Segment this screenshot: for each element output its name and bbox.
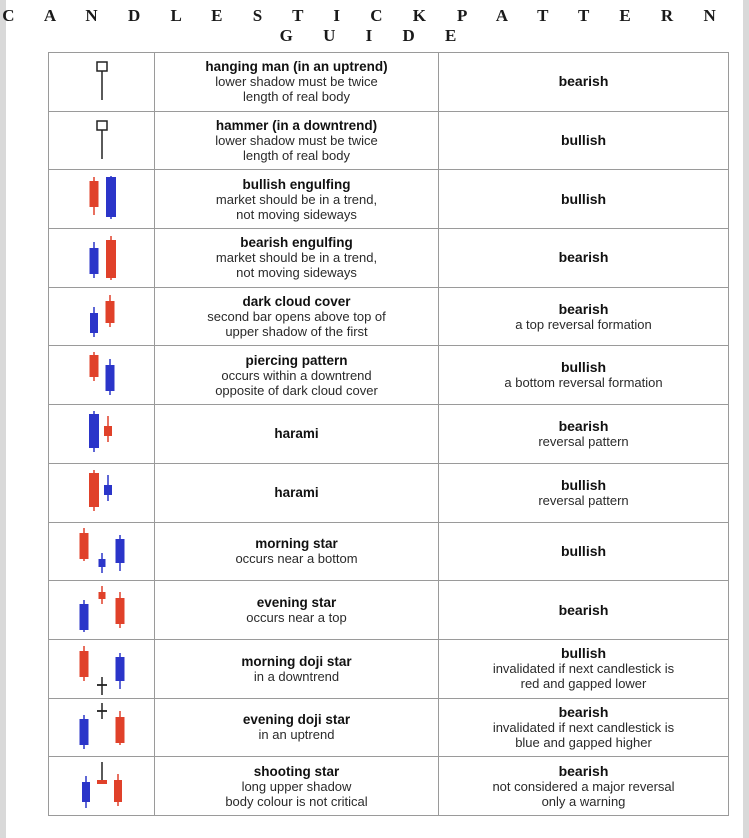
- table-row: [49, 287, 729, 346]
- pattern-description: long upper shadow: [241, 778, 352, 794]
- candle-icon-cell: [49, 463, 155, 522]
- pattern-name: evening star: [256, 595, 337, 611]
- morning-star-icon: [52, 523, 152, 579]
- candle-icon-cell: [49, 698, 155, 757]
- signal-cell: [439, 581, 729, 640]
- signal-note: a top reversal formation: [515, 316, 652, 332]
- pattern-cell: [155, 639, 439, 698]
- signal-note: not considered a major reversal: [492, 778, 675, 794]
- pattern-cell: [155, 522, 439, 581]
- signal-note: invalidated if next candlestick is: [492, 661, 675, 677]
- pattern-cell: [155, 757, 439, 816]
- pattern-description: length of real body: [243, 89, 350, 105]
- pattern-description: in a downtrend: [253, 668, 340, 684]
- evening-star-icon: [52, 582, 152, 638]
- signal-label: bullish: [560, 359, 607, 376]
- page-title: [0, 6, 749, 46]
- pattern-name: piercing pattern: [245, 352, 348, 368]
- table-row: [49, 405, 729, 464]
- hanging-man-icon: [52, 54, 152, 110]
- pattern-description: not moving sideways: [236, 206, 357, 222]
- signal-label: bearish: [558, 601, 609, 618]
- signal-note: only a warning: [541, 793, 626, 809]
- table-row: [49, 463, 729, 522]
- pattern-name: evening doji star: [242, 712, 351, 728]
- pattern-name: morning star: [255, 536, 338, 552]
- pattern-cell: [155, 346, 439, 405]
- signal-note: invalidated if next candlestick is: [492, 719, 675, 735]
- signal-cell: [439, 405, 729, 464]
- evening-doji-star-icon: [52, 699, 152, 755]
- pattern-description: upper shadow of the first: [225, 324, 368, 340]
- pattern-cell: [155, 581, 439, 640]
- table-row: [49, 170, 729, 229]
- signal-label: bullish: [560, 645, 607, 662]
- pattern-cell: [155, 111, 439, 170]
- signal-label: bearish: [558, 762, 609, 779]
- pattern-name: shooting star: [253, 763, 340, 779]
- pattern-cell: [155, 698, 439, 757]
- table-row: [49, 346, 729, 405]
- candle-icon-cell: [49, 639, 155, 698]
- pattern-name: dark cloud cover: [242, 294, 351, 310]
- shooting-star-icon: [52, 758, 152, 814]
- bullish-harami-icon: [52, 465, 152, 521]
- pattern-description: not moving sideways: [236, 265, 357, 281]
- title-word-3: G U I D E: [279, 26, 470, 45]
- pattern-description: market should be in a trend,: [215, 250, 378, 266]
- signal-label: bullish: [560, 190, 607, 207]
- candle-icon-cell: [49, 405, 155, 464]
- pattern-description: body colour is not critical: [225, 793, 368, 809]
- signal-note: a bottom reversal formation: [504, 375, 663, 391]
- bearish-engulfing-icon: [52, 230, 152, 286]
- table-row: [49, 639, 729, 698]
- pattern-description: market should be in a trend,: [215, 191, 378, 207]
- bearish-harami-icon: [52, 406, 152, 462]
- candle-icon-cell: [49, 346, 155, 405]
- signal-label: bullish: [560, 542, 607, 559]
- table-row: [49, 111, 729, 170]
- title-word-2: P A T T E R N: [457, 6, 729, 25]
- candle-icon-cell: [49, 581, 155, 640]
- pattern-cell: [155, 229, 439, 288]
- table-row: [49, 581, 729, 640]
- candle-icon-cell: [49, 757, 155, 816]
- bullish-engulfing-icon: [52, 171, 152, 227]
- pattern-cell: [155, 170, 439, 229]
- signal-note: reversal pattern: [538, 433, 629, 449]
- signal-label: bearish: [558, 417, 609, 434]
- signal-cell: [439, 111, 729, 170]
- table-row: [49, 53, 729, 112]
- pattern-description: occurs near a bottom: [235, 551, 358, 567]
- signal-label: bullish: [560, 476, 607, 493]
- piercing-pattern-icon: [52, 347, 152, 403]
- page-edge-left: [0, 0, 6, 838]
- pattern-cell: [155, 463, 439, 522]
- page-edge-right: [743, 0, 749, 838]
- pattern-name: hanging man (in an uptrend): [205, 59, 388, 75]
- pattern-description: in an uptrend: [258, 727, 335, 743]
- signal-label: bullish: [560, 132, 607, 149]
- hammer-icon: [52, 113, 152, 169]
- signal-cell: [439, 463, 729, 522]
- signal-cell: [439, 698, 729, 757]
- pattern-cell: [155, 287, 439, 346]
- signal-cell: [439, 53, 729, 112]
- table-row: [49, 757, 729, 816]
- table-row: [49, 522, 729, 581]
- signal-note: red and gapped lower: [520, 676, 647, 692]
- candle-icon-cell: [49, 287, 155, 346]
- pattern-description: length of real body: [243, 148, 350, 164]
- signal-cell: [439, 346, 729, 405]
- pattern-description: occurs within a downtrend: [221, 367, 372, 383]
- pattern-cell: [155, 405, 439, 464]
- pattern-name: hammer (in a downtrend): [215, 118, 378, 134]
- signal-label: bearish: [558, 703, 609, 720]
- pattern-name: morning doji star: [241, 653, 352, 669]
- signal-label: bearish: [558, 249, 609, 266]
- signal-cell: [439, 522, 729, 581]
- candle-icon-cell: [49, 53, 155, 112]
- signal-label: bearish: [558, 73, 609, 90]
- pattern-name: bullish engulfing: [242, 176, 351, 192]
- pattern-description: lower shadow must be twice: [215, 133, 378, 149]
- signal-cell: [439, 170, 729, 229]
- candle-icon-cell: [49, 170, 155, 229]
- signal-cell: [439, 639, 729, 698]
- candle-icon-cell: [49, 111, 155, 170]
- table-row: [49, 698, 729, 757]
- morning-doji-star-icon: [52, 641, 152, 697]
- pattern-description: occurs near a top: [246, 610, 347, 626]
- pattern-description: second bar opens above top of: [207, 309, 386, 325]
- pattern-cell: [155, 53, 439, 112]
- pattern-name: harami: [274, 485, 319, 501]
- pattern-name: harami: [274, 426, 319, 442]
- title-word-1: C A N D L E S T I C K: [2, 6, 440, 25]
- signal-note: blue and gapped higher: [515, 734, 652, 750]
- pattern-table: [48, 52, 729, 816]
- signal-cell: [439, 287, 729, 346]
- signal-cell: [439, 229, 729, 288]
- candle-icon-cell: [49, 229, 155, 288]
- pattern-description: opposite of dark cloud cover: [215, 382, 378, 398]
- dark-cloud-cover-icon: [52, 289, 152, 345]
- signal-label: bearish: [558, 300, 609, 317]
- pattern-name: bearish engulfing: [240, 235, 353, 251]
- signal-note: reversal pattern: [538, 492, 629, 508]
- signal-cell: [439, 757, 729, 816]
- candle-icon-cell: [49, 522, 155, 581]
- table-row: [49, 229, 729, 288]
- pattern-description: lower shadow must be twice: [215, 74, 378, 90]
